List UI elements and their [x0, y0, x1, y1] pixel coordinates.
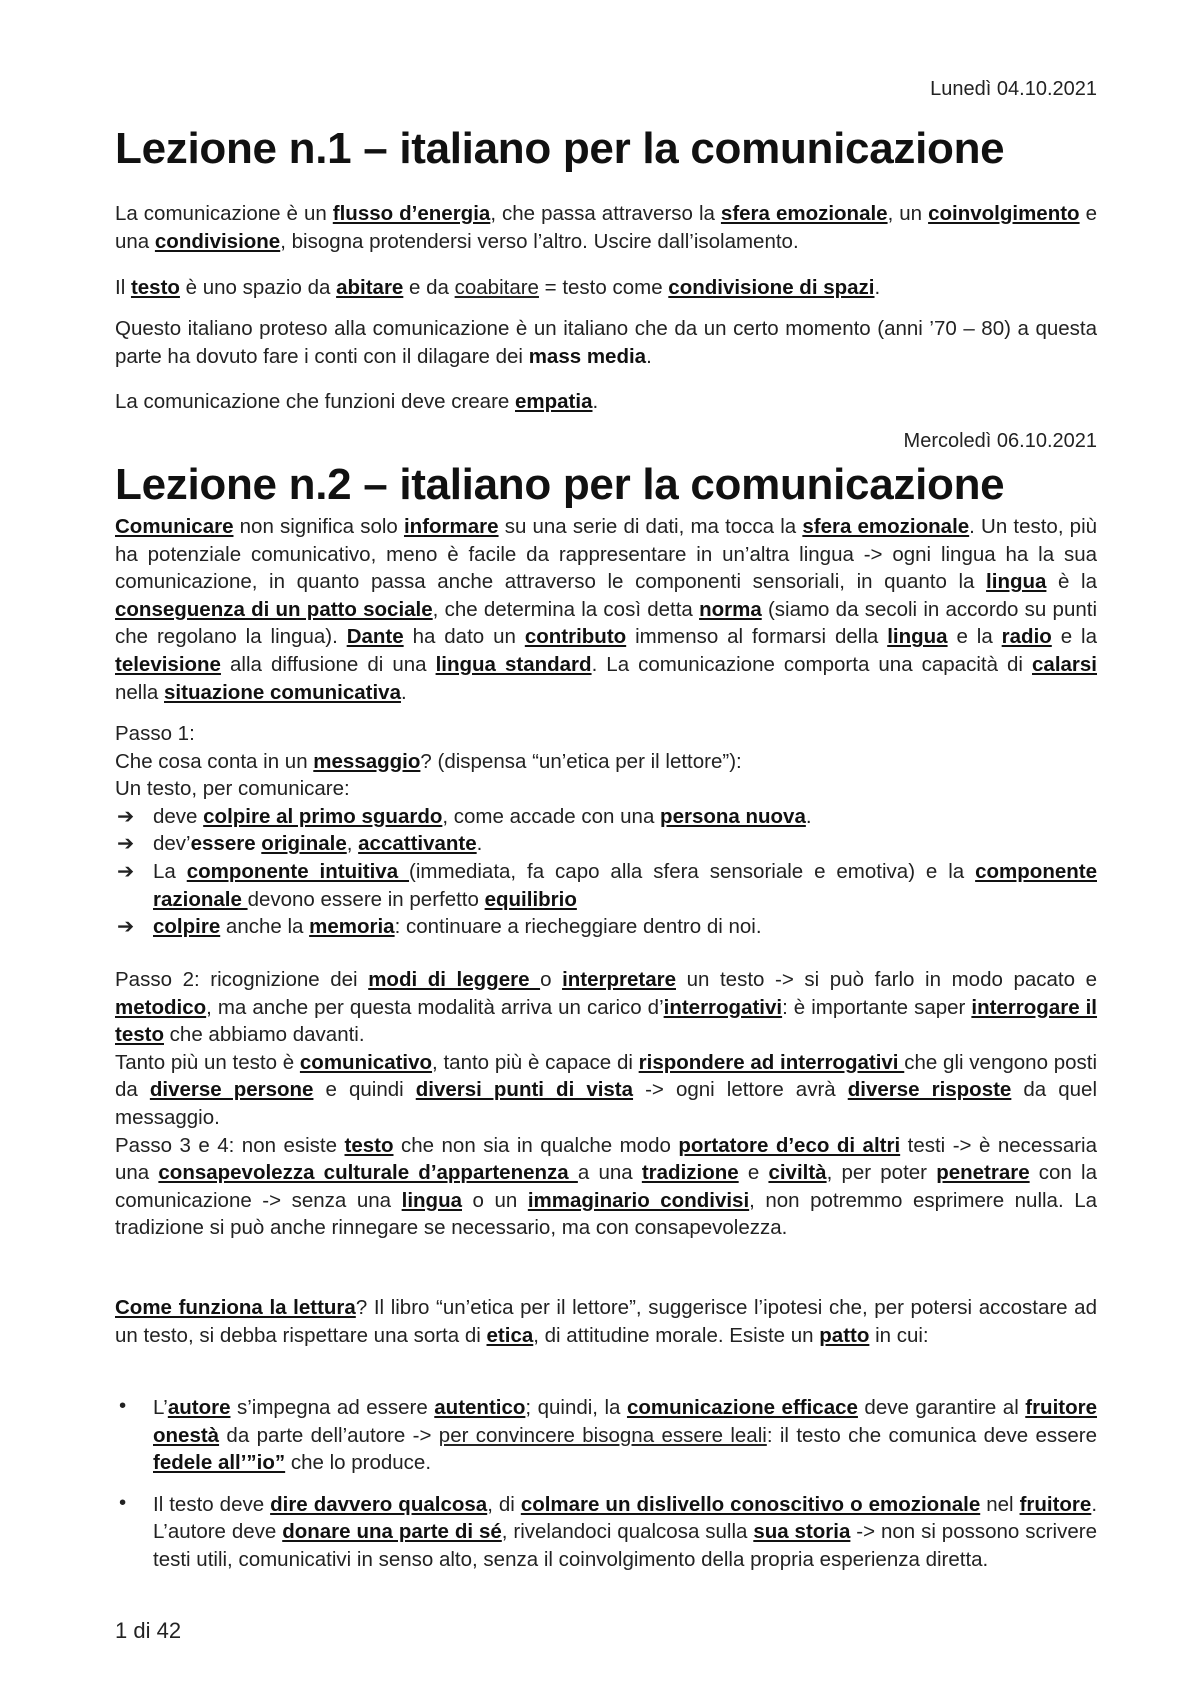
arrow-icon: ➔ [117, 859, 135, 883]
passo-2-paragraph: Passo 2: ricognizione dei modi di leggere o interpretare un testo -> si può farlo in modo pacato e metodico, ma anche per questa modalità arriva un carico d’interrogativi: è importante saper interrogare il testo che abbiamo davanti. [115, 968, 1098, 1047]
list-item: ➔ La componente intuitiva (immediata, fa capo alla sfera sensoriale e emotiva) e la componente razionale devono essere in perfetto equilibrio [117, 859, 1097, 911]
bullet-dot-icon: • [119, 1394, 127, 1417]
lesson-2-paragraph-1: Comunicare non significa solo informare su una serie di dati, ma tocca la sfera emozionale. Un testo, più ha potenziale comunicativo, meno è facile da rappresentare in un’altra lingua -> ogni lingua ha la sua comunicazione, in quanto passa anche attraverso le componenti sensoriali, in quanto la lingua è la conseguenza di un patto sociale, che determina la così detta norma (siamo da secoli in accordo su punti che regolano la lingua). Dante ha dato un contributo immenso al formarsi della lingua e la radio e la televisione alla diffusione di una lingua standard. La comunicazione comporta una capacità di calarsi nella situazione comunicativa. [115, 515, 1098, 704]
lesson-1-title: Lezione n.1 – italiano per la comunicazione [115, 124, 1005, 173]
lesson-1-date: Lunedì 04.10.2021 [930, 78, 1097, 100]
tanto-paragraph: Tanto più un testo è comunicativo, tanto più è capace di rispondere ad interrogativi che gli vengono posti da diverse persone e quindi diversi punti di vista -> ogni lettore avrà diverse risposte da quel messaggio. [115, 1050, 1098, 1129]
passo-3-4-paragraph: Passo 3 e 4: non esiste testo che non sia in qualche modo portatore d’eco di altri testi -> è necessaria una consapevolezza culturale d’appartenenza a una tradizione e civiltà, per poter penetrare con la comunicazione -> senza una lingua o un immaginario condivisi, non potremmo esprimere nulla. La tradizione si può anche rinnegare se necessario, ma con consapevolezza. [115, 1133, 1098, 1240]
arrow-icon: ➔ [117, 915, 135, 939]
bullet-dot-icon: • [119, 1490, 127, 1514]
arrow-bullet-list [115, 803, 1097, 941]
list-item: ➔ dev’essere originale, accattivante. [115, 830, 1097, 858]
lesson-1-paragraph-3: Questo italiano proteso alla comunicazione è un italiano che da un certo momento (anni ’70 – 80) a questa parte ha dovuto fare i conti con il dilagare dei mass media. [115, 317, 1097, 368]
passo-2-section [115, 966, 1097, 1242]
passo-1-section [115, 720, 1097, 941]
lesson-2-title: Lezione n.2 – italiano per la comunicazione [115, 460, 1005, 509]
list-item: ➔ deve colpire al primo sguardo, come accade con una persona nuova. [115, 803, 1097, 831]
list-item: • Il testo deve dire davvero qualcosa, di colmare un dislivello conoscitivo o emozionale nel fruitore. L’autore deve donare una parte di sé, rivelandoci qualcosa sulla sua storia -> non si possono scrivere testi utili, comunicativi in senso alto, senza il coinvolgimento della propria esperienza diretta. [119, 1490, 1098, 1571]
lettura-paragraph: Come funziona la lettura? Il libro “un’etica per il lettore”, suggerisce l’ipotesi che, per potersi accostare ad un testo, si debba rispettare una sorta di etica, di attitudine morale. Esiste un patto in cui: [115, 1296, 1097, 1347]
passo-1-intro: Un testo, per comunicare: [115, 777, 350, 801]
passo-1-label: Passo 1: [115, 722, 195, 745]
dot-bullet-list [115, 1394, 1097, 1588]
lesson-1-paragraph-2: Il testo è uno spazio da abitare e da coabitare = testo come condivisione di spazi. [115, 276, 881, 299]
lesson-1-paragraph-1: La comunicazione è un flusso d’energia, che passa attraverso la sfera emozionale, un coinvolgimento e una condivisione, bisogna protendersi verso l’altro. Uscire dall’isolamento. [115, 202, 1097, 253]
lesson-1-paragraph-4: La comunicazione che funzioni deve creare empatia. [115, 390, 599, 413]
arrow-icon: ➔ [117, 832, 135, 856]
page-number: 1 di 42 [115, 1618, 182, 1643]
arrow-icon: ➔ [117, 804, 135, 828]
list-item: ➔ colpire anche la memoria: continuare a riecheggiare dentro di noi. [115, 913, 1097, 941]
passo-1-question: Che cosa conta in un messaggio? (dispensa “un’etica per il lettore”): [115, 749, 742, 773]
lesson-2-date: Mercoledì 06.10.2021 [903, 430, 1097, 452]
list-item: • L’autore s’impegna ad essere autentico; quindi, la comunicazione efficace deve garantire al fruitore onestà da parte dell’autore -> per convincere bisogna essere leali: il testo che comunica deve essere fedele all’”io” che lo produce. [119, 1394, 1097, 1475]
